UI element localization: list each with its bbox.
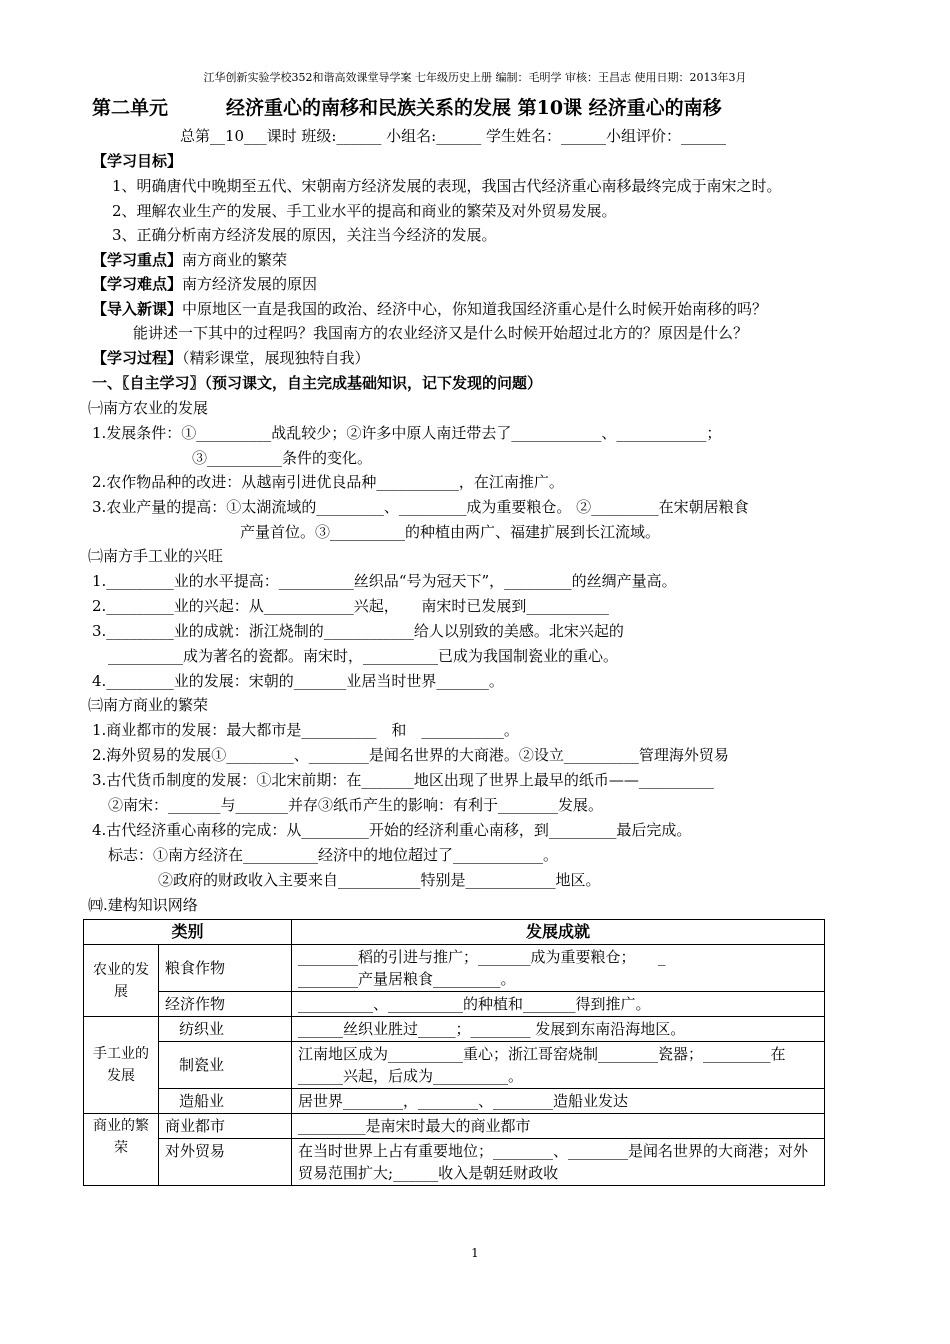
intro-label: 【导入新课】 [92,300,183,318]
difficulty-text: 南方经济发展的原因 [182,275,318,293]
trade-title: ㈢南方商业的繁荣 [88,696,209,714]
sub-shipbuilding: 造船业 [159,1089,292,1114]
sub-grain: 粮食作物 [159,945,292,992]
agri-item-1: 1.发展条件：①__________战乱较少；②许多中原人南迁带去了____________、____________； [92,424,722,442]
craft-item-3b: __________成为著名的瓷都。南宋时，__________已成为我国制瓷业的重心。 [108,647,619,665]
sub-textile: 纺织业 [159,1017,292,1042]
process-label: 【学习过程】 [92,349,183,367]
trade-item-2: 2.海外贸易的发展①_________、________是闻名世界的大商港。②设立__________管理海外贸易 [92,746,729,764]
trade-item-3: 3.古代货币制度的发展：①北宋前期：在_______地区出现了世界上最早的纸币——__________ [92,771,714,789]
craft-item-4: 4._________业的发展：宋朝的_______业居当时世界_______。 [92,672,504,690]
key-point [92,250,287,270]
process-text: （精彩课堂，展现独特自我） [182,349,370,367]
table-header-row [84,920,825,945]
trade-item-4c: ②政府的财政收入主要来自___________特别是____________地区。 [158,871,601,889]
table-row [84,1114,825,1139]
content-foreign-trade: 在当时世界上占有重要地位；________、________是闻名世界的大商港；对外贸易范围扩大;______收入是朝廷财政收 [292,1139,825,1186]
info-line: 总第__10___课时 班级:______ 小组名:______ 学生姓名：______小组评价：______ [180,127,727,145]
table-row [84,992,825,1017]
key-point-label: 【学习重点】 [92,251,183,269]
page-title [92,98,722,118]
page-header: 江华创新实验学校352和谐高效课堂导学案 七年级历史上册 编制：毛明学 审核：王昌志 使用日期：2013年3月 [203,71,747,84]
table-row [84,1042,825,1089]
table-row [84,1089,825,1114]
objective-2: 2、理解农业生产的发展、手工业水平的提高和商业的繁荣及对外贸易发展。 [112,202,617,220]
header-achievement: 发展成就 [292,920,825,945]
sub-foreign-trade: 对外贸易 [159,1139,292,1186]
key-point-text: 南方商业的繁荣 [182,251,288,269]
category-handicraft: 手工业的发展 [84,1017,159,1114]
table-row [84,1139,825,1186]
agri-item-3: 3.农业产量的提高：①太湖流域的_________、_________成为重要粮仓。 ②_________在宋朝居粮食 [92,498,749,516]
knowledge-network-table [83,919,825,1186]
agri-item-1b: ③__________条件的变化。 [192,449,373,467]
craft-item-3: 3._________业的成就：浙江烧制的____________给人以别致的美感。北宋兴起的 [92,622,624,640]
lesson-title: 经济重心的南移和民族关系的发展 第10课 经济重心的南移 [226,97,722,119]
content-cash-crops: __________、__________的种植和_______得到推广。 [292,992,825,1017]
page-number: 1 [471,1246,479,1260]
content-textile: ______丝织业胜过_____；________ 发展到东南沿海地区。 [292,1017,825,1042]
unit-label: 第二单元 [92,97,169,119]
craft-item-2: 2._________业的兴起：从____________兴起， 南宋时已发展到___________ [92,597,609,615]
self-study-heading: 一、〖自主学习〗（预习课文，自主完成基础知识，记下发现的问题） [92,374,543,392]
table-row [84,1017,825,1042]
sub-cities: 商业都市 [159,1114,292,1139]
header-category: 类别 [84,920,292,945]
content-cities: _________是南宋时最大的商业都市 [292,1114,825,1139]
content-porcelain: 江南地区成为__________重心；浙江哥窑烧制________瓷器；_________在 ______兴起，后成为__________。 [292,1042,825,1089]
network-title: ㈣.建构知识网络 [88,896,198,914]
agri-title: ㈠南方农业的发展 [88,399,209,417]
craft-item-1: 1._________业的水平提高：__________丝织品“号为冠天下”，_________的丝绸产量高。 [92,572,677,590]
agri-item-2: 2.农作物品种的改进：从越南引进优良品种___________，在江南推广。 [92,473,564,491]
difficulty [92,274,317,294]
content-shipbuilding: 居世界________，________、________造船业发达 [292,1089,825,1114]
intro [92,299,767,319]
trade-item-3b: ②南宋：_______与_______并存③纸币产生的影响：有利于________发展。 [108,796,604,814]
difficulty-label: 【学习难点】 [92,275,183,293]
objective-1: 1、明确唐代中晚期至五代、宋朝南方经济发展的表现，我国古代经济重心南移最终完成于南宋之时。 [112,177,782,195]
intro-text-1: 中原地区一直是我国的政治、经济中心，你知道我国经济重心是什么时候开始南移的吗？ [182,300,768,318]
trade-item-1: 1.商业都市的发展：最大都市是__________ 和 ___________。 [92,721,519,739]
category-commerce: 商业的繁荣 [84,1114,159,1186]
trade-item-4: 4.古代经济重心南移的完成：从_________开始的经济利重心南移，到_________最后完成。 [92,821,692,839]
category-agriculture: 农业的发展 [84,945,159,1017]
trade-item-4b: 标志：①南方经济在__________经济中的地位超过了____________。 [108,846,559,864]
objectives-label: 【学习目标】 [92,152,183,170]
objective-3: 3、正确分析南方经济发展的原因，关注当今经济的发展。 [112,226,497,244]
content-grain: ________稻的引进与推广；_______成为重要粮仓； _ ________产量居粮食_________。 [292,945,825,992]
sub-cash-crops: 经济作物 [159,992,292,1017]
craft-title: ㈡南方手工业的兴旺 [88,547,224,565]
agri-item-3b: 产量首位。③__________的种植由两广、福建扩展到长江流域。 [240,523,661,541]
table-row [84,945,825,992]
intro-text-2: 能讲述一下其中的过程吗？我国南方的农业经济又是什么时候开始超过北方的？原因是什么？ [133,324,749,342]
sub-porcelain: 制瓷业 [159,1042,292,1089]
process [92,348,370,368]
